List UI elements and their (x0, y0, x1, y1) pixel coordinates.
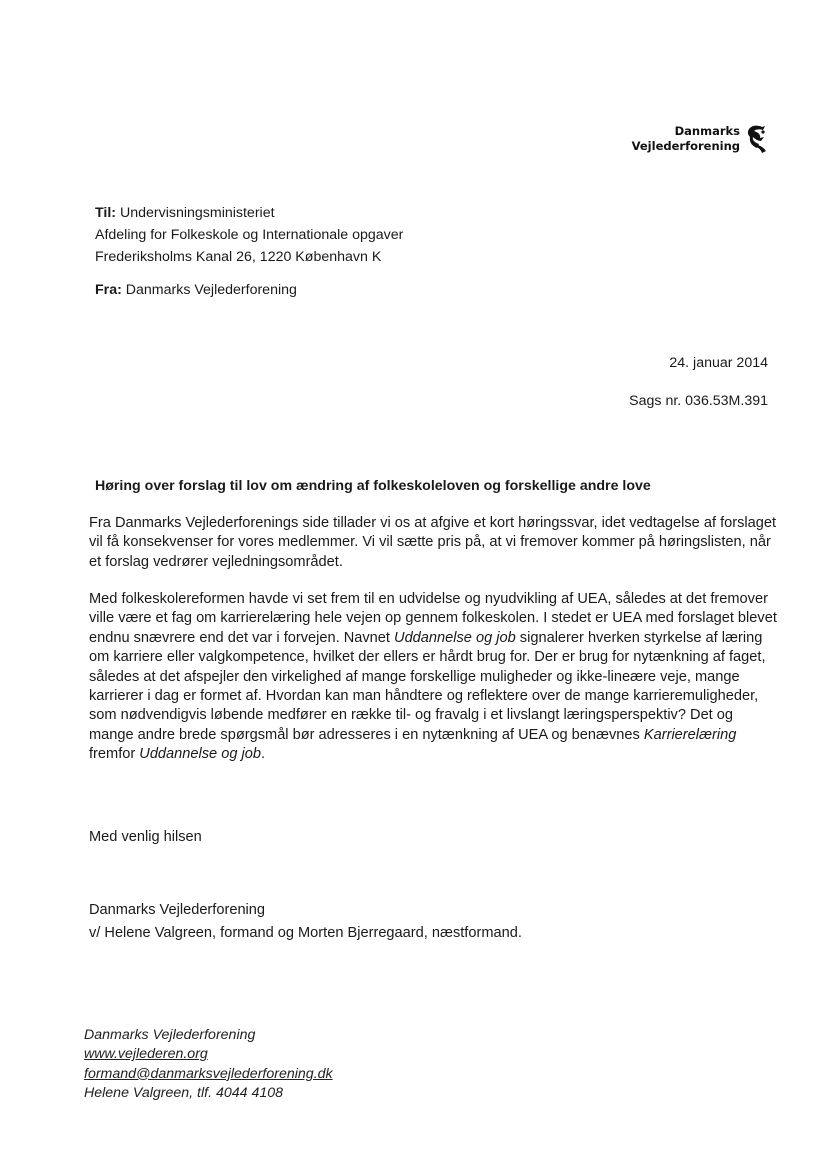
signature-names: v/ Helene Valgreen, formand og Morten Bjerregaard, næstformand. (89, 925, 522, 941)
footer-website-link[interactable]: www.vejlederen.org (84, 1046, 208, 1063)
recipient-department: Afdeling for Folkeskole og Internationale opgaver (95, 227, 404, 243)
paragraph-2-italic-2: Karrierelæring (643, 726, 737, 743)
letter-date: 24. januar 2014 (669, 355, 768, 371)
case-number: Sags nr. 036.53M.391 (629, 393, 768, 409)
paragraph-2-text-4: . (261, 746, 266, 763)
signature-organization: Danmarks Vejlederforening (89, 902, 266, 918)
closing-greeting: Med venlig hilsen (89, 829, 202, 845)
logo-line-2: Vejlederforening (631, 139, 740, 153)
recipient-address: Frederiksholms Kanal 26, 1220 København K (95, 249, 382, 265)
footer-organization: Danmarks Vejlederforening (84, 1027, 256, 1043)
paragraph-2-text-3: fremfor (89, 746, 140, 763)
letter-subject: Høring over forslag til lov om ændring af folkeskoleloven og forskellige andre love (95, 478, 651, 494)
recipient-line (95, 202, 403, 224)
body-paragraph-2 (89, 590, 779, 765)
body-paragraph-1: Fra Danmarks Vejlederforenings side tillader vi os at afgive et kort høringssvar, idet vedtagelse af forslaget vil få konsekvenser for vores medlemmer. Vi vil sætte pris på, at vi fremover kommer på høringslisten, når et forslag vedrører vejledningsområdet. (89, 515, 777, 570)
paragraph-2-italic-1: Uddannelse og job (394, 629, 516, 646)
footer-contact-person: Helene Valgreen, tlf. 4044 4108 (84, 1085, 284, 1102)
sender-label: Fra: (95, 282, 122, 298)
recipient-block (95, 202, 403, 268)
organization-logo (632, 124, 768, 154)
logo-line-1: Danmarks (674, 124, 740, 138)
sender-block (95, 282, 297, 298)
signature-block (89, 899, 522, 945)
footer-contact (84, 1026, 333, 1104)
paragraph-2-text-1: Med folkeskolereformen havde vi set frem til en udvidelse og nyudvikling af UEA, således at det fremover ville være et fag om karrierelæring hele vejen op gennem folkeskolen. I stedet er UEA med forslaget blevet endnu snævrere end det var i forvejen. Navnet (89, 591, 777, 646)
paragraph-2-italic-3: Uddannelse og job (139, 746, 261, 763)
logo-text (632, 124, 740, 154)
recipient-name: Undervisningsministeriet (119, 205, 275, 221)
recipient-label: Til: (95, 205, 117, 221)
footer-email-link[interactable]: formand@danmarksvejlederforening.dk (84, 1065, 333, 1082)
paragraph-2-text-2: signalerer hverken styrkelse af læring om karriere eller valgkompetence, hvilket der ellers er hårdt brug for. Der er brug for nytænkning af faget, således at det afspejler den virkelighed af mange forskellige muligheder og ikke-lineære veje, mange karrierer i dag er formet af. Hvordan kan man håndtere og reflektere over de mange karrieremuligheder, som nødvendigvis løbende medfører en række til- og fravalg i et livslangt læringsperspektiv? Det og mange andre brede spørgsmål bør adresseres i en nytænkning af UEA og benævnes (89, 629, 766, 743)
sender-name: Danmarks Vejlederforening (125, 282, 297, 298)
logo-emblem-icon (746, 124, 768, 154)
